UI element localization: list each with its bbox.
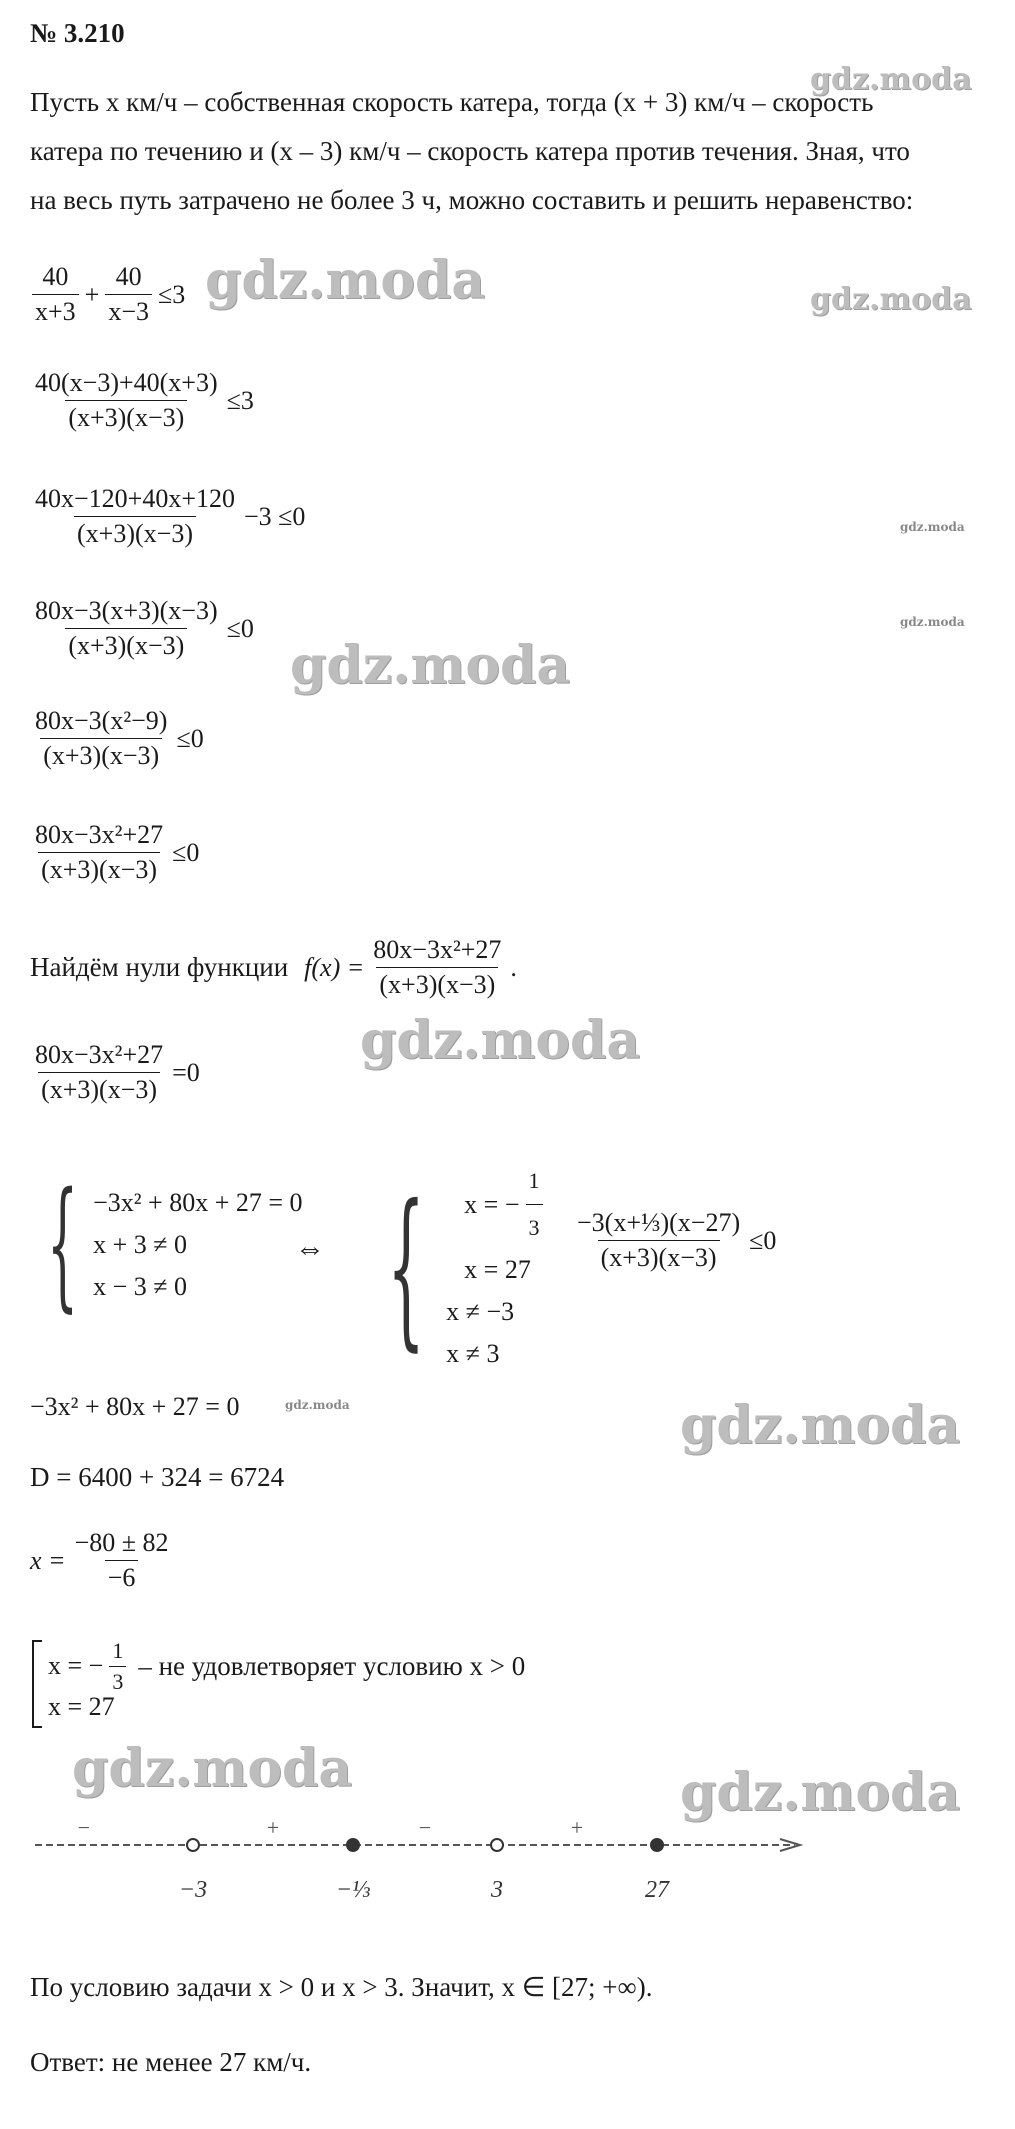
- s1-plus: +: [84, 279, 100, 309]
- number-line-label: −⅓: [335, 1877, 371, 1903]
- s3-den: (x+3)(x−3): [74, 516, 196, 549]
- eq-num: 80x−3x²+27: [35, 1040, 164, 1069]
- right-system-line-1: [464, 1160, 544, 1249]
- problem-number: № 3.210: [30, 18, 125, 48]
- root-den: −6: [105, 1560, 139, 1593]
- s4-num: 80x−3(x+3)(x−3): [35, 596, 218, 625]
- root-1-note: – не удовлетворяет условию x > 0: [138, 1650, 526, 1681]
- number-line-sign: +: [570, 1815, 584, 1840]
- watermark: gdz.moda: [290, 635, 571, 696]
- intro-paragraph: [30, 78, 990, 225]
- right-sys-den: 3: [526, 1204, 543, 1249]
- right-system-line-4: x ≠ 3: [446, 1339, 500, 1368]
- s3-num: 40x−120+40x+120: [35, 484, 235, 513]
- s1-num1: 40: [42, 262, 69, 291]
- right-sys-prefix: x = −: [464, 1189, 520, 1219]
- right-system-line-2: x = 27: [464, 1255, 531, 1284]
- right-sys-num: 1: [528, 1168, 540, 1193]
- number-line-sign: −: [77, 1815, 91, 1840]
- number-line-point: [651, 1839, 663, 1851]
- root-1-num: 1: [112, 1637, 124, 1663]
- zeros-num: 80x−3x²+27: [373, 935, 502, 964]
- roots-bracket: [32, 1640, 42, 1728]
- root-num: −80 ± 82: [74, 1528, 169, 1557]
- watermark: gdz.moda: [810, 282, 972, 317]
- watermark: gdz.moda: [360, 1010, 641, 1071]
- watermark: gdz.moda: [900, 615, 965, 629]
- left-system-line-1: −3x² + 80x + 27 = 0: [93, 1188, 303, 1217]
- number-line-label: 3: [491, 1877, 503, 1903]
- number-line-sign: −: [418, 1815, 432, 1840]
- s4-den: (x+3)(x−3): [65, 628, 187, 661]
- ineq-num: −3(x+⅓)(x−27): [577, 1208, 741, 1237]
- answer: Ответ: не менее 27 км/ч.: [30, 2047, 312, 2077]
- number-line-point: [187, 1839, 199, 1851]
- step-1: [30, 262, 185, 327]
- conclusion: По условию задачи x > 0 и x > 3. Значит, x ∈ [27; +∞).: [30, 1972, 653, 2002]
- watermark: gdz.moda: [900, 520, 965, 534]
- number-line-label: −3: [178, 1877, 208, 1903]
- root-2-line: x = 27: [48, 1692, 115, 1721]
- roots-set: [32, 1637, 526, 1728]
- equation-zero: [30, 1040, 200, 1105]
- step-2: [30, 368, 254, 433]
- factored-inequality: [572, 1208, 776, 1273]
- s5-rel: ≤0: [176, 723, 204, 753]
- number-line-point: [491, 1839, 503, 1851]
- left-system-line-3: x − 3 ≠ 0: [93, 1272, 188, 1301]
- eq-den: (x+3)(x−3): [38, 1072, 160, 1105]
- step-6: [30, 820, 199, 885]
- s4-rel: ≤0: [226, 613, 254, 643]
- watermark: gdz.moda: [680, 1762, 961, 1823]
- eq-rel: =0: [172, 1057, 200, 1087]
- s6-rel: ≤0: [172, 837, 200, 867]
- step-4: [30, 596, 254, 661]
- s1-num2: 40: [115, 262, 142, 291]
- right-system: [352, 1160, 545, 1375]
- zeros-f: f(x) =: [304, 952, 365, 982]
- root-1-den: 3: [109, 1666, 126, 1695]
- ineq-den: (x+3)(x−3): [598, 1240, 720, 1273]
- equivalence-arrow: ⇔: [295, 1232, 325, 1265]
- s5-den: (x+3)(x−3): [40, 738, 162, 771]
- function-zeros: [30, 935, 517, 1000]
- s1-rel: ≤3: [158, 279, 186, 309]
- watermark: gdz.moda: [810, 62, 972, 97]
- root-1-prefix: x = −: [48, 1651, 104, 1680]
- discriminant: D = 6400 + 324 = 6724: [30, 1462, 285, 1492]
- zeros-end: .: [510, 952, 517, 982]
- intro-line-1: Пусть x км/ч – собственная скорость катера, тогда (x + 3) км/ч – скорость: [30, 87, 874, 117]
- step-5: [30, 706, 204, 771]
- intro-line-3: на весь путь затрачено не более 3 ч, можно составить и решить неравенство:: [30, 185, 914, 215]
- number-line-label: 27: [645, 1877, 669, 1903]
- number-line: [25, 1805, 825, 1925]
- s2-num: 40(x−3)+40(x+3): [35, 368, 218, 397]
- left-brace: {: [46, 1163, 79, 1326]
- s6-num: 80x−3x²+27: [35, 820, 164, 849]
- s3-rel: −3 ≤0: [244, 501, 306, 531]
- watermark: gdz.moda: [680, 1395, 961, 1456]
- root-1-line: [48, 1637, 526, 1694]
- number-line-sign: +: [266, 1815, 280, 1840]
- left-system-line-2: x + 3 ≠ 0: [93, 1230, 188, 1259]
- root-formula: [30, 1528, 174, 1593]
- s6-den: (x+3)(x−3): [38, 852, 160, 885]
- root-lhs: x =: [30, 1545, 66, 1575]
- step-3: [30, 484, 305, 549]
- s1-den1: x+3: [32, 294, 79, 327]
- s2-den: (x+3)(x−3): [65, 400, 187, 433]
- s2-rel: ≤3: [226, 385, 254, 415]
- left-system: [18, 1163, 303, 1326]
- zeros-den: (x+3)(x−3): [376, 967, 498, 1000]
- ineq-rel: ≤0: [749, 1225, 777, 1255]
- watermark: gdz.moda: [72, 1738, 353, 1799]
- quadratic-equation: −3x² + 80x + 27 = 0: [30, 1392, 240, 1421]
- intro-line-2: катера по течению и (x – 3) км/ч – скорость катера против течения. Зная, что: [30, 136, 910, 166]
- watermark: gdz.moda: [285, 1398, 350, 1412]
- zeros-text: Найдём нули функции: [30, 952, 289, 982]
- s5-num: 80x−3(x²−9): [35, 706, 168, 735]
- right-brace: {: [387, 1168, 426, 1367]
- s1-den2: x−3: [105, 294, 152, 327]
- right-system-line-3: x ≠ −3: [446, 1297, 515, 1326]
- watermark: gdz.moda: [205, 250, 486, 311]
- number-line-point: [347, 1839, 359, 1851]
